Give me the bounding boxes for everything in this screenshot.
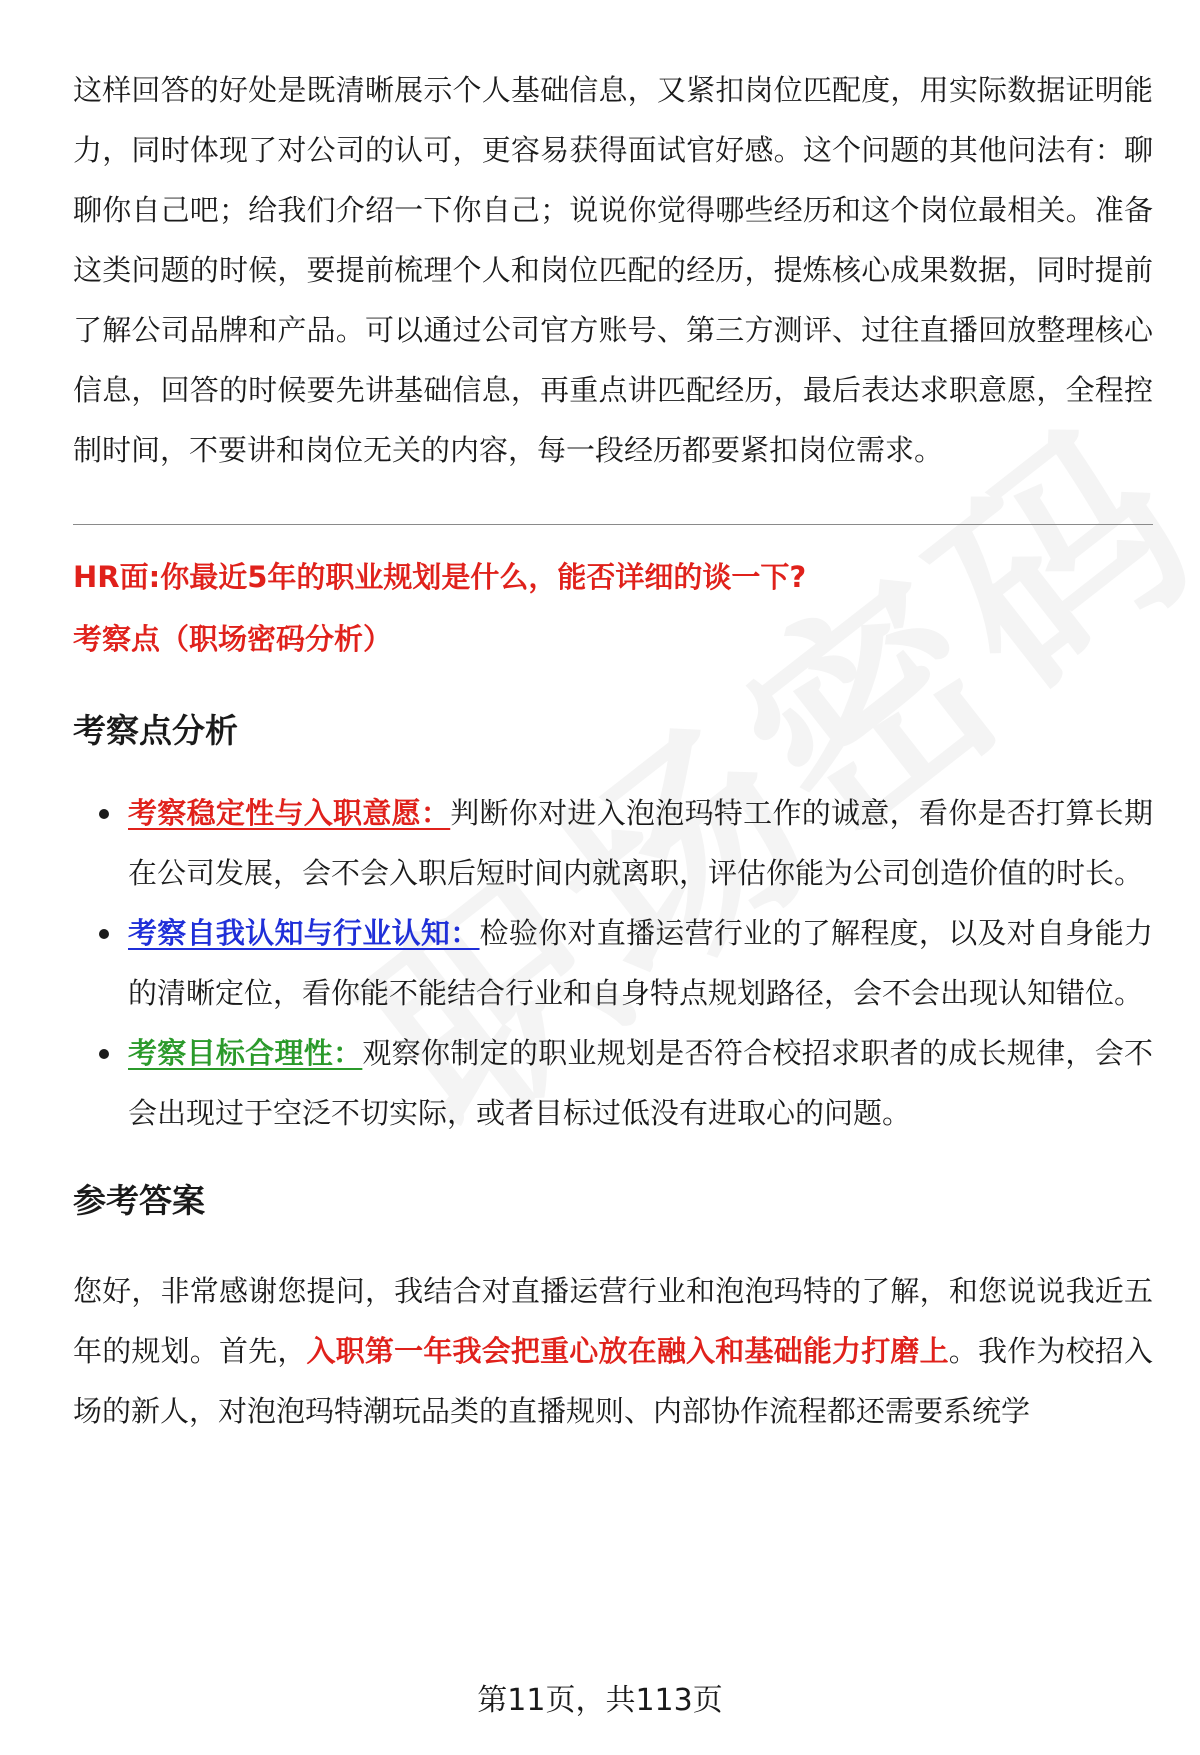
intro-paragraph: 这样回答的好处是既清晰展示个人基础信息，又紧扣岗位匹配度，用实际数据证明能力，同时体现了对公司的认可，更容易获得面试官好感。这个问题的其他问法有：聊聊你自己吧；给我们介绍一下你自己；说说你觉得哪些经历和这个岗位最相关。准备这类问题的时候，要提前梳理个人和岗位匹配的经历，提炼核心成果数据，同时提前了解公司品牌和产品。可以通过公司官方账号、第三方测评、过往直播回放整理核心信息，回答的时候要先讲基础信息，再重点讲匹配经历，最后表达求职意愿，全程控制时间，不要讲和岗位无关的内容，每一段经历都要紧扣岗位需求。: [73, 73, 1153, 467]
point-label: 考察稳定性与入职意愿：: [128, 796, 451, 830]
point-text: 检验你对直播运营行业的了解程度，以及对自身能力的清晰定位，看你能不能结合行业和自身特点规划路径，会不会出现认知错位。: [128, 916, 1153, 1010]
analysis-list: [73, 783, 1153, 1143]
point-text: 观察你制定的职业规划是否符合校招求职者的成长规律，会不会出现过于空泛不切实际，或者目标过低没有进取心的问题。: [128, 1036, 1153, 1130]
list-item: [73, 783, 1153, 903]
page-content: [73, 60, 1153, 1441]
point-label: 考察目标合理性：: [128, 1036, 363, 1070]
list-item: [73, 1023, 1153, 1143]
point-label: 考察自我认知与行业认知：: [128, 916, 480, 950]
analysis-heading: 考察点分析: [73, 711, 238, 750]
interview-question: HR面:你最近5年的职业规划是什么，能否详细的谈一下?: [73, 560, 807, 594]
page-number: 第11页，共113页: [477, 1683, 723, 1718]
answer-text: 。我作为校招入场的新人，对泡泡玛特潮玩品类的直播规则、内部协作流程都还需要系统学: [73, 1334, 1153, 1428]
answer-text: 您好，非常感谢您提问，我结合对直播运营行业和泡泡玛特的了解，和您说说我近五年的规划。首先，: [73, 1274, 1153, 1368]
answer-highlight: 入职第一年我会把重心放在融入和基础能力打磨上: [306, 1334, 949, 1368]
answer-paragraph: [73, 1261, 1153, 1441]
focus-label: 考察点（职场密码分析）: [73, 622, 393, 656]
bullet-icon: [99, 929, 109, 939]
answer-heading: 参考答案: [73, 1181, 205, 1220]
point-text: 判断你对进入泡泡玛特工作的诚意，看你是否打算长期在公司发展，会不会入职后短时间内就离职，评估你能为公司创造价值的时长。: [128, 796, 1153, 890]
list-item: [73, 903, 1153, 1023]
section-divider: [73, 524, 1153, 525]
bullet-icon: [99, 1049, 109, 1059]
bullet-icon: [99, 809, 109, 819]
